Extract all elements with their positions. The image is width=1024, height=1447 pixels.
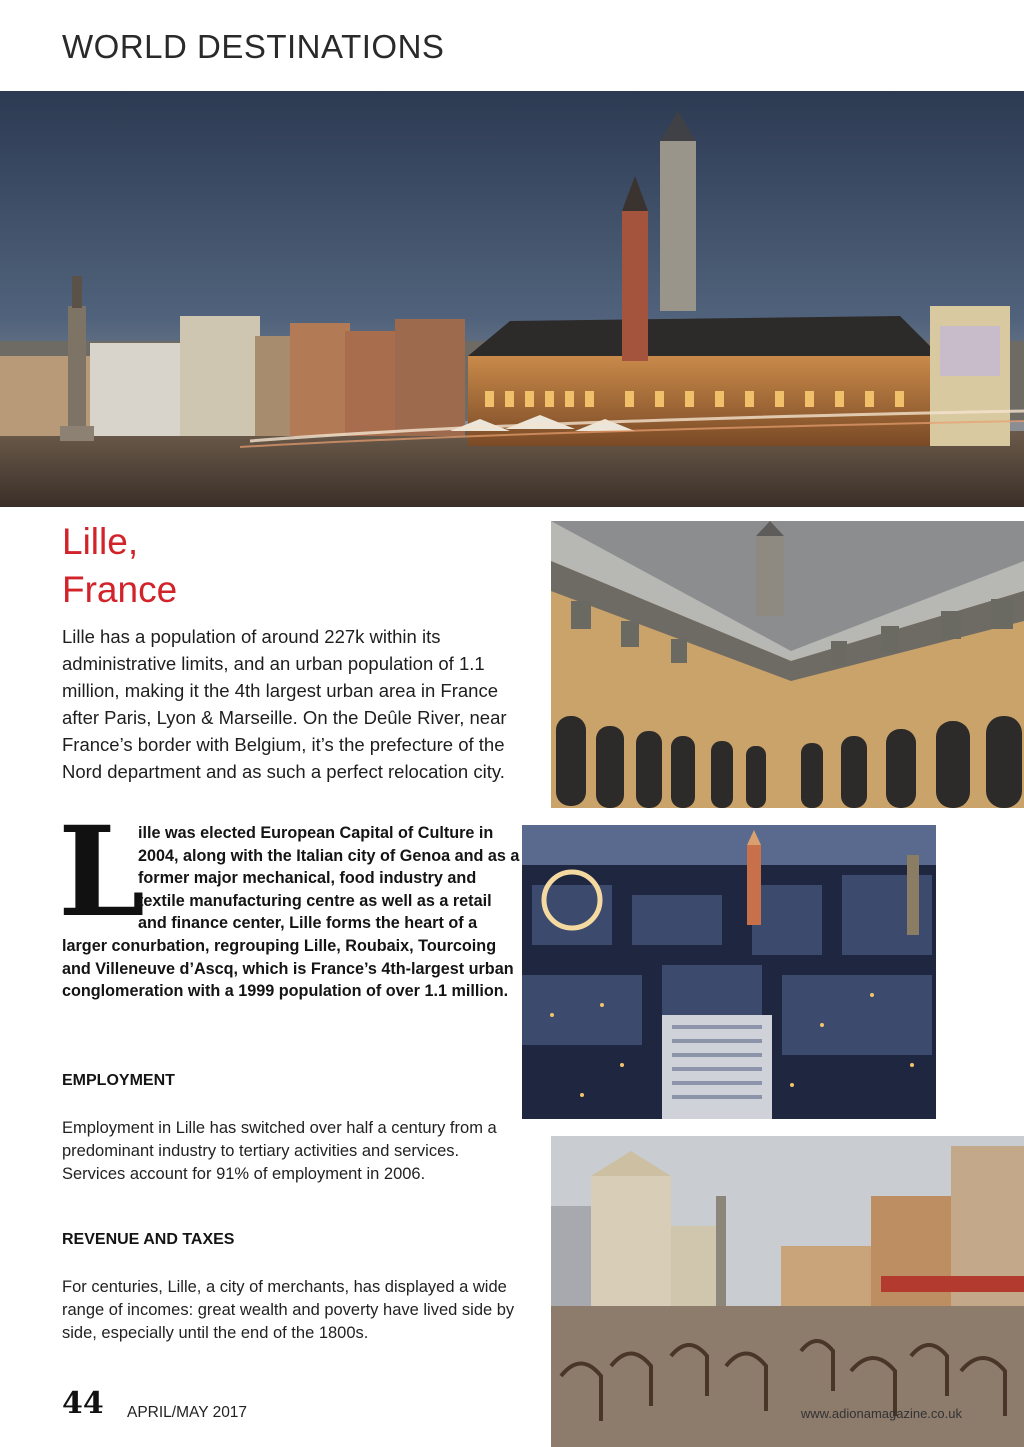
section-heading-employment: EMPLOYMENT [62,1072,175,1089]
section-title: WORLD DESTINATIONS [62,28,445,65]
website-url: www.adionamagazine.co.uk [800,1406,962,1421]
section-heading-revenue: REVENUE AND TAXES [62,1231,235,1248]
employment-paragraph: Employment in Lille has switched over half a century from a predominant industry to tertiary activities and services. Services account for 91% of employment in 2006. [62,1119,497,1183]
photo-bourse-courtyard [551,521,1024,808]
photo-aerial-night-city [522,825,936,1119]
revenue-paragraph: For centuries, Lille, a city of merchants, has displayed a wide range of incomes: great wealth and poverty have lived side by side, especially until the end of the 1800s. [62,1278,515,1342]
article-headline [62,518,362,614]
headline-country: France [62,569,178,610]
page-number: 44 [62,1386,104,1421]
lead-paragraph [62,822,524,1003]
photo-grand-place-terrace [551,1136,1024,1447]
issue-date: APRIL/MAY 2017 [127,1404,248,1421]
drop-cap: L [58,800,146,945]
lead-text: ille was elected European Capital of Culture in 2004, along with the Italian city of Genoa and as a former major mechanical, food industry and textile manufacturing centre as well as a retail and finance center, Lille forms the heart of a larger conurbation, regrouping Lille, Roubaix, Tourcoing and Villeneuve d’Ascq, which is France’s 4th-largest urban conglomeration with a 1999 population of over 1.1 million. [62,824,520,1001]
hero-photo-grand-place [0,91,1024,507]
intro-paragraph: Lille has a population of around 227k within its administrative limits, and an urban population of 1.1 million, making it the 4th largest urban area in France after Paris, Lyon & Marseille. On the Deûle River, near France’s border with Belgium, it’s the prefecture of the Nord department and as such a perfect relocation city. [62,626,507,782]
drop-cap-indent [62,822,138,934]
headline-city: Lille, [62,521,139,562]
